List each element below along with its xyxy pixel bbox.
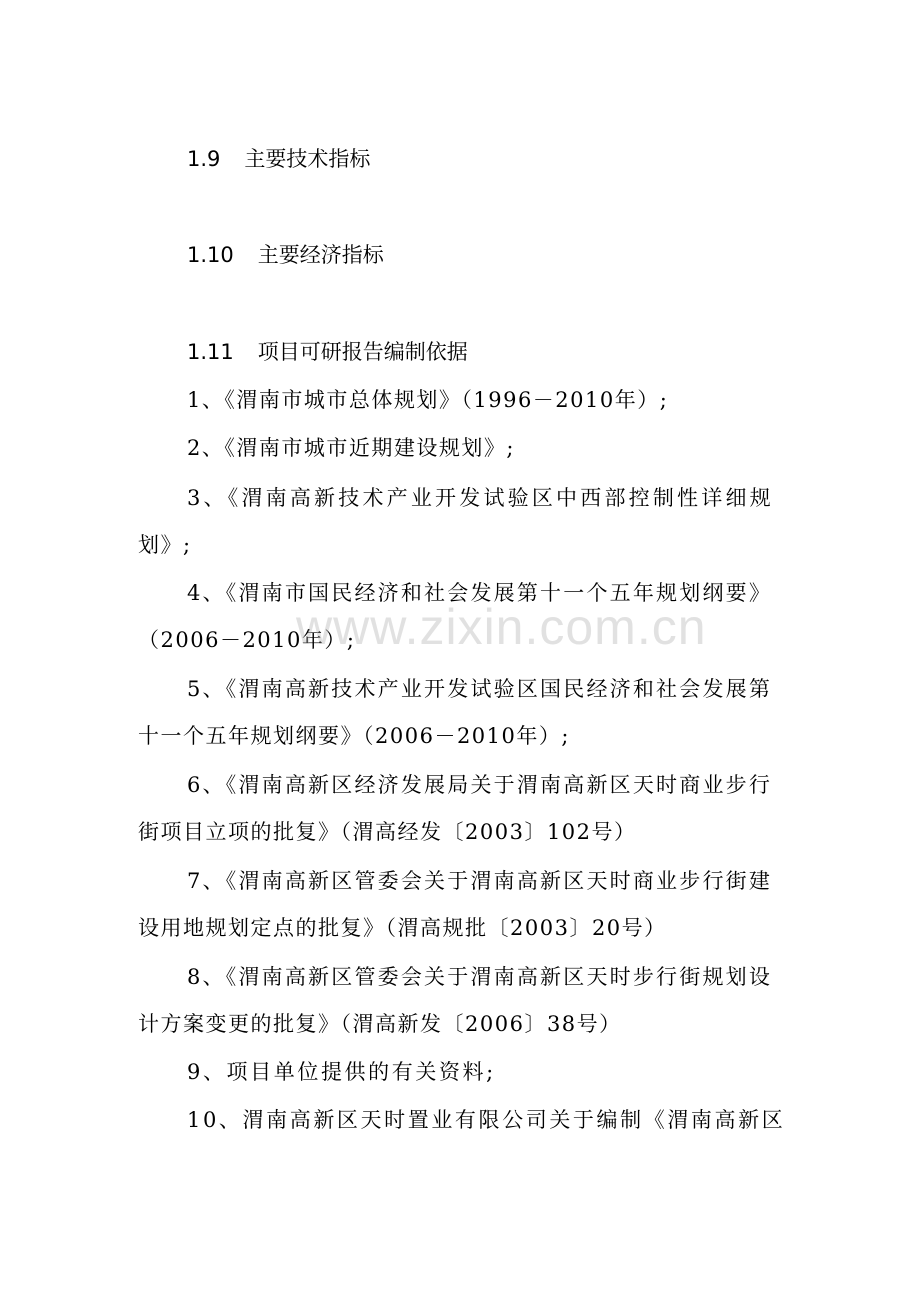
watermark: www.zixin.com.cn <box>296 599 707 655</box>
heading-1-11 <box>187 336 468 366</box>
list-item-6: 6、《渭南高新区经济发展局关于渭南高新区天时商业步行 <box>187 773 773 797</box>
list-item-5: 5、《渭南高新技术产业开发试验区国民经济和社会发展第 <box>187 677 773 701</box>
list-item-4: 4、《渭南市国民经济和社会发展第十一个五年规划纲要》 <box>187 581 773 605</box>
list-item-3-cont: 划》; <box>138 533 192 557</box>
list-item-6-cont: 街项目立项的批复》（渭高经发〔2003〕102号） <box>138 820 637 844</box>
list-item-10: 10、渭南高新区天时置业有限公司关于编制《渭南高新区 <box>187 1108 786 1132</box>
list-item-8: 8、《渭南高新区管委会关于渭南高新区天时步行街规划设 <box>187 965 773 989</box>
list-item-1: 1、《渭南市城市总体规划》（1996－2010年）; <box>187 388 669 412</box>
heading-1-9 <box>187 143 370 173</box>
list-item-3: 3、《渭南高新技术产业开发试验区中西部控制性详细规 <box>187 486 774 510</box>
heading-title: 主要技术指标 <box>244 147 371 171</box>
list-item-8-cont: 计方案变更的批复》（渭高新发〔2006〕38号） <box>138 1012 622 1036</box>
list-item-2: 2、《渭南市城市近期建设规划》; <box>187 436 515 460</box>
list-item-7-cont: 设用地规划定点的批复》（渭高规批〔2003〕20号） <box>138 916 667 940</box>
list-item-7: 7、《渭南高新区管委会关于渭南高新区天时商业步行街建 <box>187 869 773 893</box>
heading-number: 1.10 <box>187 243 234 267</box>
list-item-4-cont: （2006－2010年）; <box>138 628 356 652</box>
heading-number: 1.9 <box>187 147 221 171</box>
heading-title: 项目可研报告编制依据 <box>257 340 468 364</box>
list-item-5-cont: 十一个五年规划纲要》（2006－2010年）; <box>138 724 570 748</box>
heading-1-10 <box>187 239 384 269</box>
heading-title: 主要经济指标 <box>257 243 384 267</box>
heading-number: 1.11 <box>187 340 234 364</box>
list-item-9: 9、项目单位提供的有关资料; <box>187 1060 496 1084</box>
